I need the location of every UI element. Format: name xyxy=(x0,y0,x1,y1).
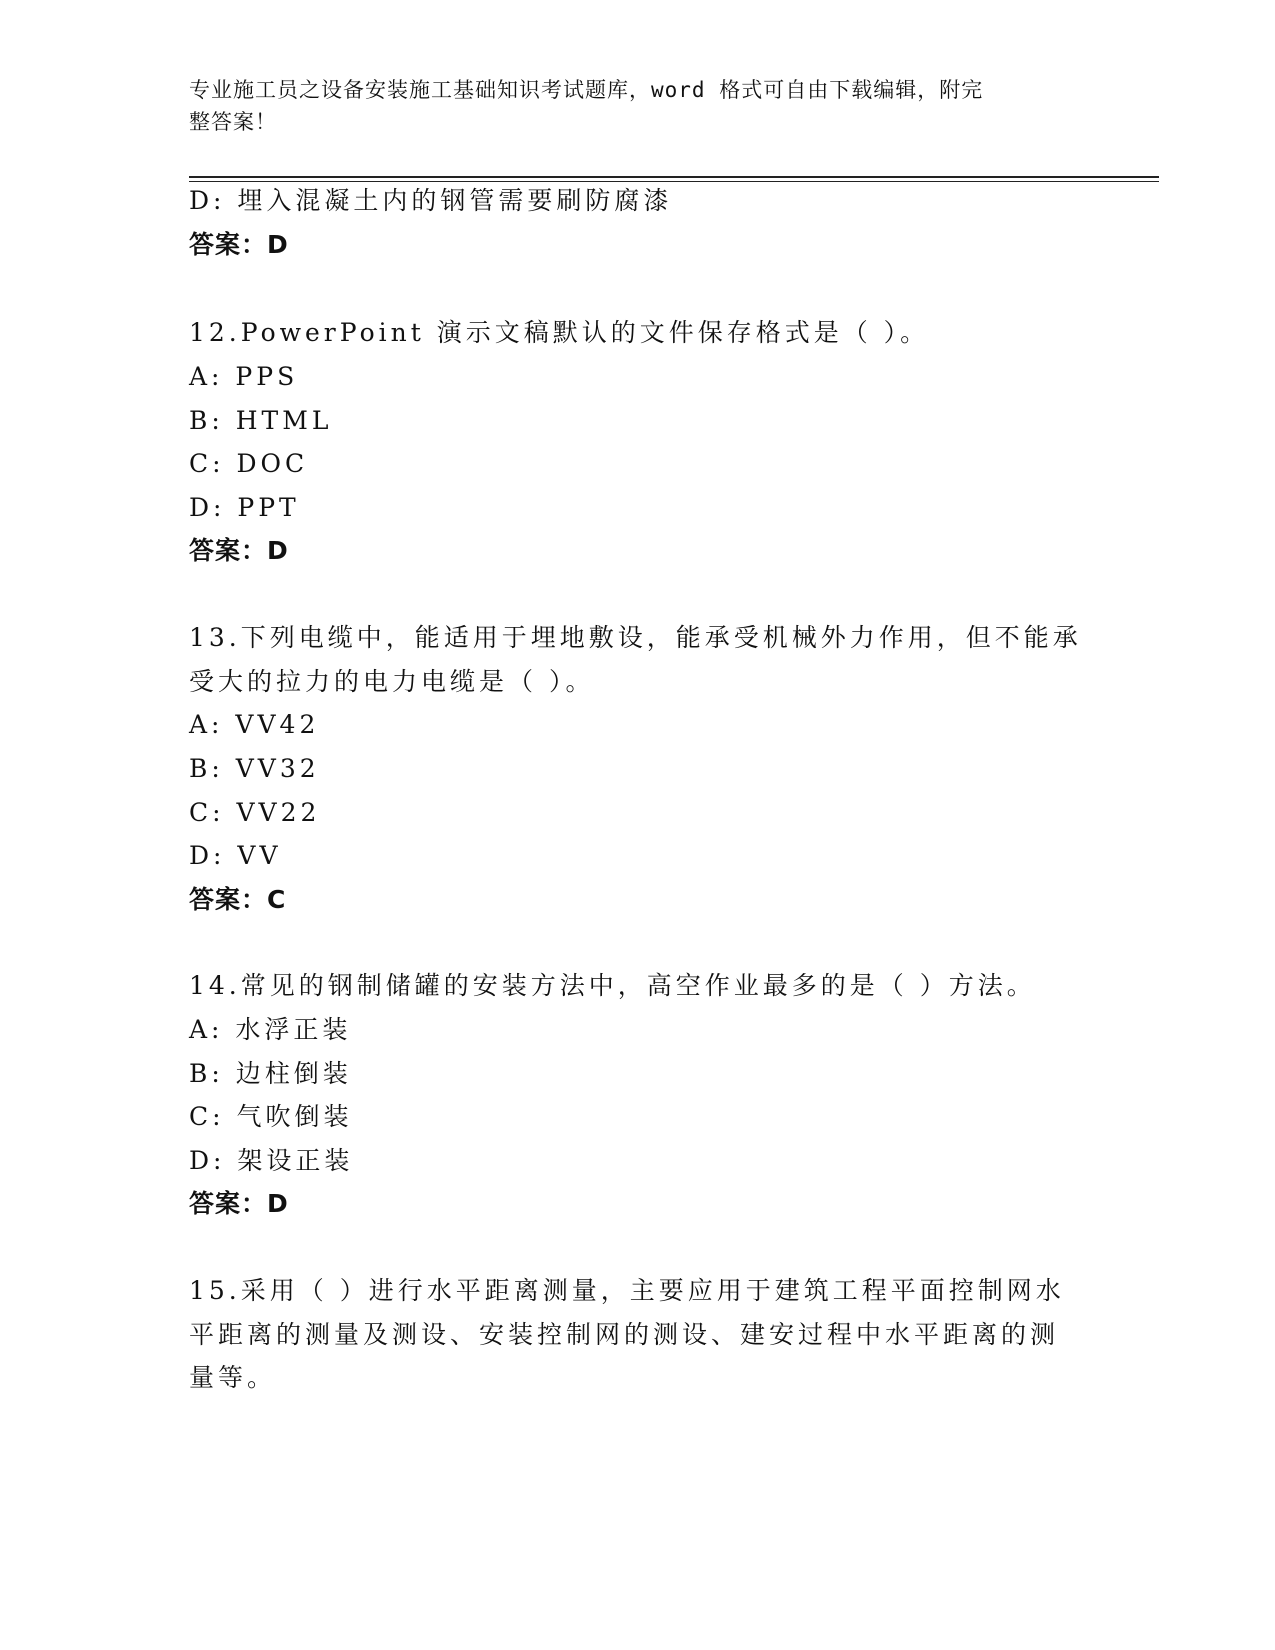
document-header xyxy=(189,74,1069,138)
prev-answer: 答案：D xyxy=(189,230,289,259)
header-line-1: 专业施工员之设备安装施工基础知识考试题库，word 格式可自由下载编辑，附完 xyxy=(189,78,984,102)
q13-option-a: A: VV42 xyxy=(189,710,320,739)
q12-option-b: B: HTML xyxy=(189,406,333,435)
q12-option-a: A: PPS xyxy=(189,362,299,391)
q14-option-b: B: 边柱倒装 xyxy=(189,1059,352,1088)
header-line-2: 整答案！ xyxy=(189,110,277,134)
q12-option-d: D: PPT xyxy=(189,493,300,522)
q12-option-c: C: DOC xyxy=(189,449,309,478)
q14-option-c: C: 气吹倒装 xyxy=(189,1102,353,1131)
q14-stem: 14.常见的钢制储罐的安装方法中，高空作业最多的是（ ）方法。 xyxy=(189,971,1036,1000)
q13-option-b: B: VV32 xyxy=(189,754,320,783)
q13-option-c: C: VV22 xyxy=(189,798,321,827)
q14-option-d: D: 架设正装 xyxy=(189,1146,354,1175)
q12-stem: 12.PowerPoint 演示文稿默认的文件保存格式是（ ）。 xyxy=(189,318,930,347)
q14-answer: 答案：D xyxy=(189,1189,289,1218)
q13-stem-line-2: 受大的拉力的电力电缆是（ ）。 xyxy=(189,667,595,696)
q13-option-d: D: VV xyxy=(189,841,282,870)
header-divider-thick xyxy=(189,176,1159,178)
header-divider-thin xyxy=(189,181,1159,182)
q13-answer: 答案：C xyxy=(189,885,287,914)
prev-option-d: D: 埋入混凝土内的钢管需要刷防腐漆 xyxy=(189,186,673,215)
q13-stem-line-1: 13.下列电缆中，能适用于埋地敷设，能承受机械外力作用，但不能承 xyxy=(189,623,1082,652)
q15-stem-line-3: 量等。 xyxy=(189,1363,277,1392)
q12-answer: 答案：D xyxy=(189,536,289,565)
q14-option-a: A: 水浮正装 xyxy=(189,1015,352,1044)
q15-stem-line-1: 15.采用（ ）进行水平距离测量，主要应用于建筑工程平面控制网水 xyxy=(189,1276,1065,1305)
q15-stem-line-2: 平距离的测量及测设、安装控制网的测设、建安过程中水平距离的测 xyxy=(189,1320,1060,1349)
